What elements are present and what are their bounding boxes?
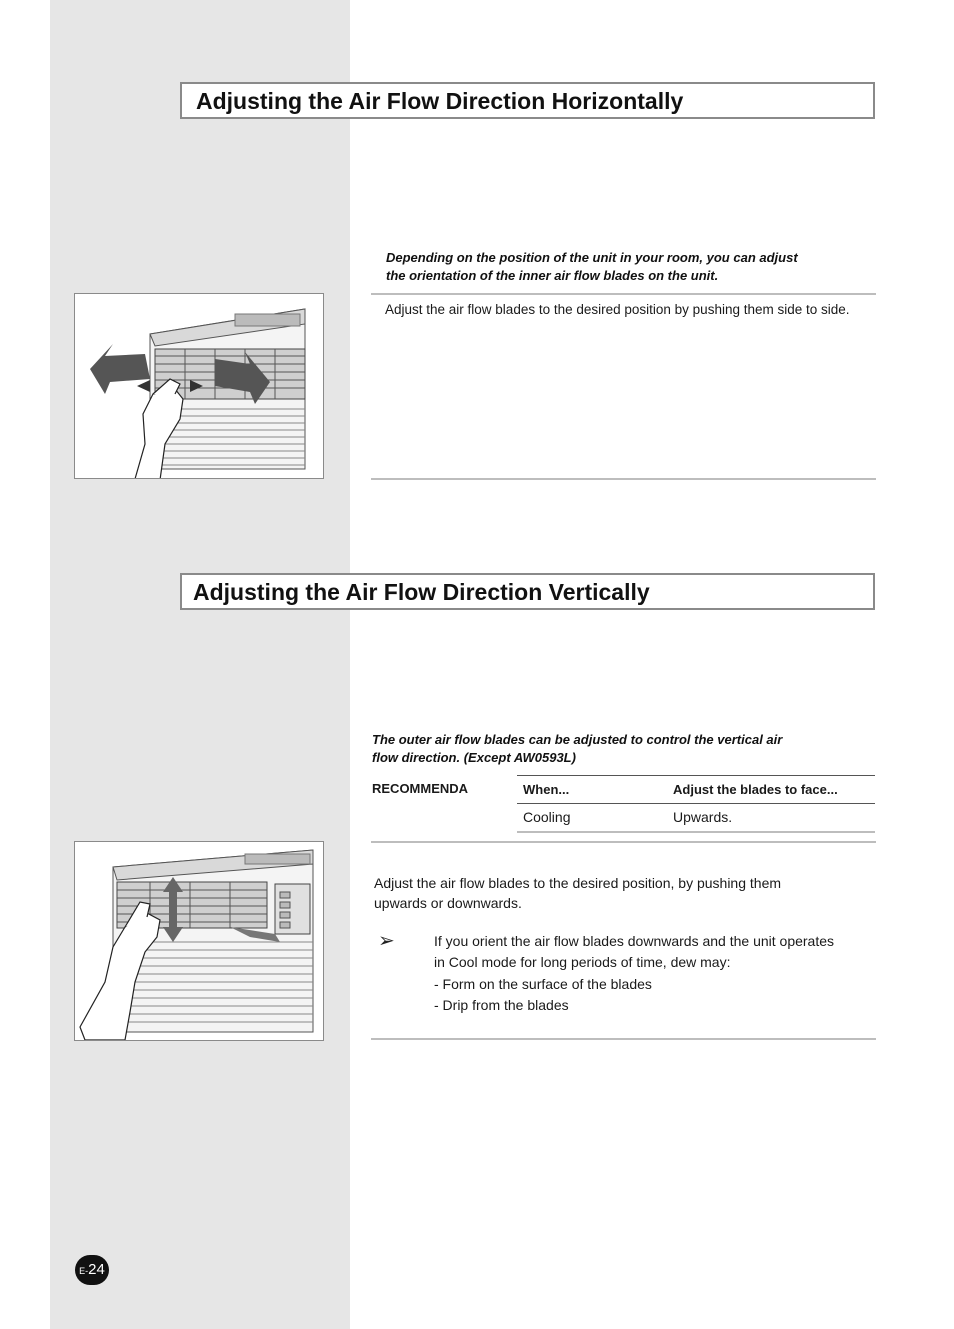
section-horizontal-title-box bbox=[180, 82, 875, 119]
divider bbox=[371, 1038, 876, 1040]
intro-line: Depending on the position of the unit in your room, you can adjust bbox=[386, 250, 798, 265]
note-arrow-icon: ➢ bbox=[378, 930, 395, 952]
section-horizontal-title: Adjusting the Air Flow Direction Horizontally bbox=[196, 88, 684, 114]
section-vertical-intro bbox=[372, 731, 782, 767]
section-vertical-title-box bbox=[180, 573, 875, 610]
note-text bbox=[434, 931, 834, 1016]
table-header-row bbox=[517, 776, 875, 804]
note-line: in Cool mode for long periods of time, dew may: bbox=[434, 954, 731, 970]
divider bbox=[371, 293, 876, 295]
recommendation-table bbox=[517, 775, 875, 833]
page-prefix: E- bbox=[79, 1266, 89, 1276]
section-vertical-instruction bbox=[374, 873, 781, 913]
divider bbox=[371, 841, 876, 843]
list-item: - Form on the surface of the blades bbox=[434, 976, 652, 992]
section-vertical-title: Adjusting the Air Flow Direction Vertically bbox=[193, 579, 650, 605]
page-sidebar bbox=[50, 0, 350, 1329]
intro-line: flow direction. (Except AW0593L) bbox=[372, 750, 576, 765]
table-cell: Cooling bbox=[517, 804, 667, 833]
section-horizontal-instruction: Adjust the air flow blades to the desired position by pushing them side to side. bbox=[385, 302, 850, 317]
table-header-cell: Adjust the blades to face... bbox=[667, 776, 875, 804]
note-line: If you orient the air flow blades downwards and the unit operates bbox=[434, 933, 835, 949]
page-number-badge bbox=[75, 1255, 109, 1285]
table-row bbox=[517, 804, 875, 833]
instruction-line: Adjust the air flow blades to the desired position, by pushing them bbox=[374, 875, 782, 891]
intro-line: The outer air flow blades can be adjusted to control the vertical air bbox=[372, 732, 783, 747]
instruction-line: upwards or downwards. bbox=[374, 895, 522, 911]
list-item: - Drip from the blades bbox=[434, 997, 569, 1013]
intro-line: the orientation of the inner air flow blades on the unit. bbox=[386, 268, 719, 283]
recommendation-label: RECOMMENDA bbox=[372, 781, 469, 796]
divider bbox=[371, 478, 876, 480]
vertical-adjustment-illustration bbox=[74, 841, 324, 1041]
page-number: 24 bbox=[88, 1261, 105, 1278]
horizontal-adjustment-illustration bbox=[74, 293, 324, 479]
table-header-cell: When... bbox=[517, 776, 667, 804]
section-horizontal-intro bbox=[386, 249, 798, 285]
table-cell: Upwards. bbox=[667, 804, 875, 833]
